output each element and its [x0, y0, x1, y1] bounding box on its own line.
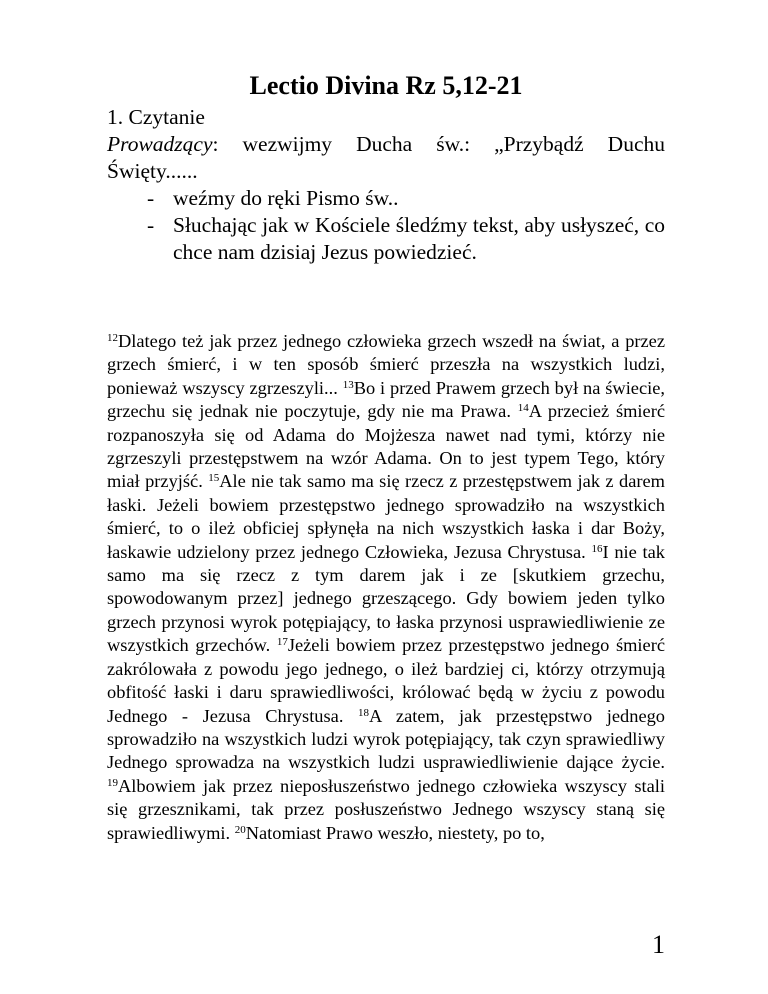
- verse-text: Ale nie tak samo ma się rzecz z przestępstwem jak z darem łaski. Jeżeli bowiem przestępstwo jednego sprowadziło na wszystkich śmierć, to o ileż obficiej spłynęła na nich wszystkich łaska i dar Boży, łaskawie udzielony przez jednego Człowieka, Jezusa Chrystusa.: [107, 471, 665, 562]
- leader-label: Prowadzący: [107, 132, 213, 156]
- verse-text: Natomiast Prawo weszło, niestety, po to,: [245, 822, 545, 843]
- scripture-passage: [107, 330, 665, 845]
- verse-number: 15: [208, 472, 220, 485]
- list-item-text: weźmy do ręki Pismo św..: [173, 186, 399, 210]
- verse-text: Jeżeli bowiem przez przestępstwo jednego śmierć zakrólowała z powodu jego jednego, o ileż bardziej ci, którzy otrzymują obfitość łaski i daru sprawiedliwości, królować będą w życiu z powodu Jednego - Jezusa Chrystusa.: [107, 635, 665, 726]
- list-item: [107, 212, 665, 266]
- verse-number: 14: [517, 402, 529, 415]
- list-item: [107, 185, 665, 212]
- verse-number: 19: [107, 776, 118, 789]
- verse-number: 20: [234, 823, 246, 836]
- verse-text: A zatem, jak przestępstwo jednego sprowadziło na wszystkich ludzi wyrok potępiający, tak czyn sprawiedliwy Jednego sprowadza na wszystkich ludzi usprawiedliwienie dające życie.: [107, 705, 666, 773]
- intro-section: [107, 104, 665, 266]
- verse-number: 13: [342, 378, 354, 391]
- verse-number: 17: [276, 636, 288, 649]
- list-item-text: Słuchając jak w Kościele śledźmy tekst, aby usłyszeć, co chce nam dzisiaj Jezus powiedzieć.: [173, 213, 665, 264]
- leader-instruction: [107, 131, 665, 185]
- verse-text: A przecież śmierć rozpanoszyła się od Adama do Mojżesza nawet nad tymi, którzy nie zgrzeszyli przestępstwem na wzór Adama. On to jest typem Tego, który miał przyjść.: [107, 401, 665, 492]
- verse-number: 18: [358, 706, 370, 719]
- section-heading: 1. Czytanie: [107, 105, 205, 129]
- verse-text: Albowiem jak przez nieposłuszeństwo jednego człowieka wszyscy stali się grzesznikami, tak przez posłuszeństwo Jednego wszyscy staną się sprawiedliwymi.: [107, 775, 665, 843]
- verse-number: 12: [107, 332, 118, 344]
- list-dash: -: [147, 186, 155, 210]
- list-dash: -: [147, 213, 155, 237]
- leader-text: : wezwijmy Ducha św.: „Przybądź Duchu Święty......: [107, 132, 665, 183]
- instruction-list: [107, 185, 665, 266]
- page-number: 1: [652, 930, 665, 959]
- verse-text: I nie tak samo ma się rzecz z tym darem jak i ze [skutkiem grzechu, spowodowanym przez] jednego grzeszącego. Gdy bowiem jeden tylko grzech przynosi wyrok potępiający, to łaska przynosi usprawiedliwienie ze wszystkich grzechów.: [107, 541, 665, 656]
- verse-text: Dlatego też jak przez jednego człowieka grzech wszedł na świat, a przez grzech śmierć, i w ten sposób śmierć przeszła na wszystkich ludzi, ponieważ wszyscy zgrzeszyli...: [107, 331, 665, 398]
- document-title: Lectio Divina Rz 5,12-21: [249, 71, 523, 100]
- verse-number: 16: [591, 542, 603, 555]
- verse-text: Bo i przed Prawem grzech był na świecie, grzechu się jednak nie poczytuje, gdy nie ma Prawa.: [107, 377, 666, 422]
